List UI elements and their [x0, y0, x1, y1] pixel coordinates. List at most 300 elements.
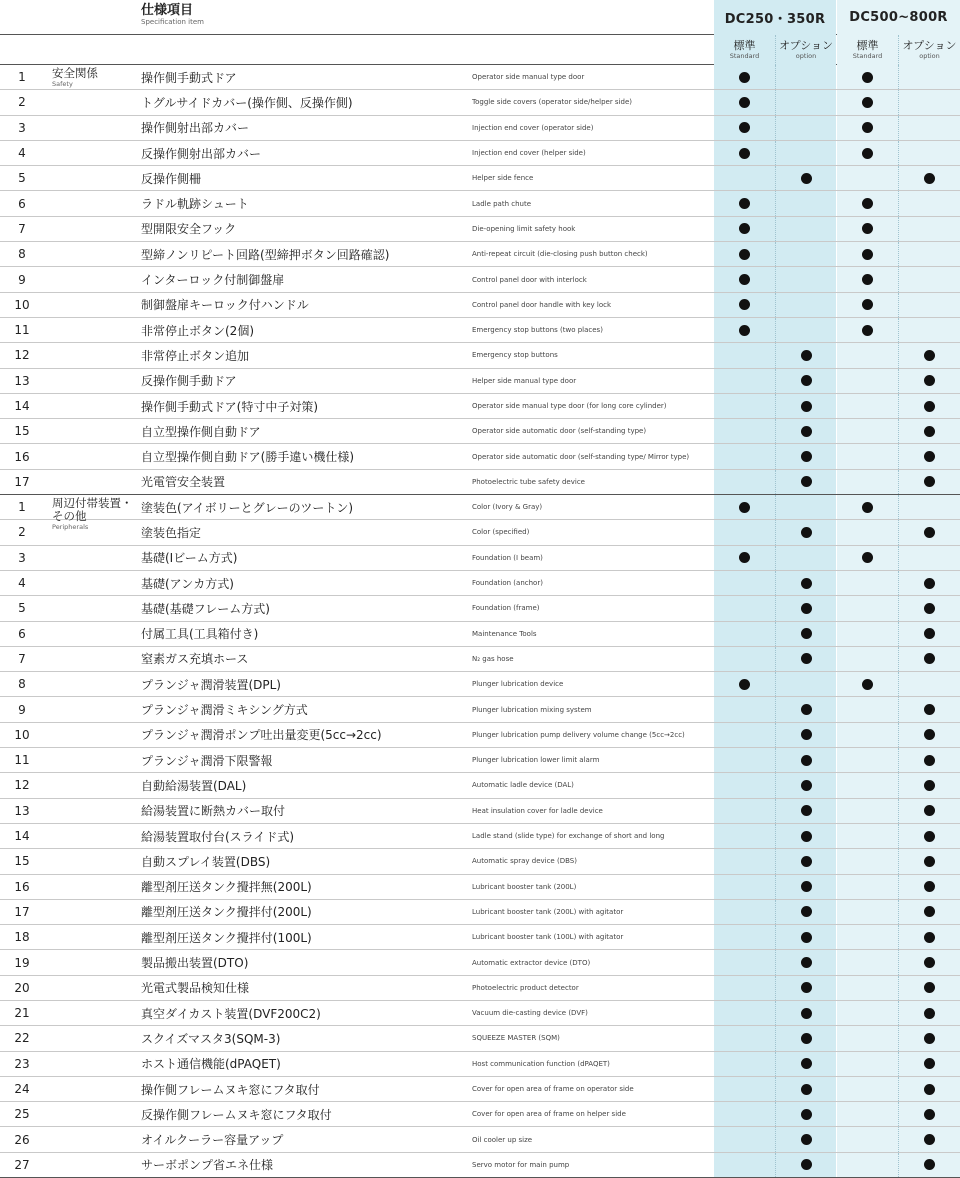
- subheader-label-ja: 標準: [856, 39, 879, 52]
- cell-dc500-standard: [837, 900, 898, 924]
- subheader-standard-1: [714, 35, 775, 65]
- cell-dc500-standard: [837, 65, 898, 89]
- item-name-ja: 操作側手動式ドア: [141, 70, 237, 85]
- cell-dc250-option: [775, 217, 836, 241]
- filled-circle-icon: [924, 451, 935, 462]
- filled-circle-icon: [801, 426, 812, 437]
- cell-dc500-option: [898, 824, 960, 848]
- cell-dc250-standard: [714, 444, 775, 468]
- row-number: 4: [18, 146, 26, 161]
- cell-dc500-option: [898, 267, 960, 291]
- filled-circle-icon: [862, 97, 873, 108]
- cell-dc250-option: [775, 191, 836, 215]
- filled-circle-icon: [924, 401, 935, 412]
- subheader-label-ja: オプション: [778, 39, 833, 52]
- cell-dc500-standard: [837, 520, 898, 544]
- table-row: [0, 217, 960, 242]
- row-number: 15: [14, 424, 30, 439]
- item-name-ja: 自立型操作側自動ドア: [141, 424, 261, 439]
- filled-circle-icon: [924, 906, 935, 917]
- cell-dc500-option: [898, 394, 960, 418]
- cell-dc250-option: [775, 875, 836, 899]
- row-number: 1: [18, 70, 26, 85]
- cell-dc250-option: [775, 1026, 836, 1050]
- item-name-ja: 離型剤圧送タンク攪拌付(200L): [141, 905, 312, 920]
- cell-dc250-option: [775, 723, 836, 747]
- cell-dc500-option: [898, 65, 960, 89]
- table-row: [0, 622, 960, 647]
- table-row: [0, 166, 960, 191]
- filled-circle-icon: [801, 1008, 812, 1019]
- table-header: [0, 0, 960, 35]
- table-row: [0, 191, 960, 216]
- cell-dc500-option: [898, 1001, 960, 1025]
- item-name-en: Helper side manual type door: [472, 376, 577, 385]
- row-number: 7: [18, 221, 26, 236]
- filled-circle-icon: [801, 982, 812, 993]
- filled-circle-icon: [924, 755, 935, 766]
- filled-circle-icon: [801, 401, 812, 412]
- filled-circle-icon: [739, 72, 750, 83]
- category-label-ja: 周辺付帯装置・その他: [52, 496, 133, 524]
- cell-dc500-standard: [837, 622, 898, 646]
- item-name-en: Control panel door with interlock: [472, 275, 587, 284]
- cell-dc250-standard: [714, 546, 775, 570]
- item-name-ja: 給湯装置取付台(スライド式): [141, 829, 295, 844]
- filled-circle-icon: [924, 1134, 935, 1145]
- item-name-en: Photoelectric product detector: [472, 983, 579, 992]
- cell-dc250-standard: [714, 495, 775, 519]
- table-row: [0, 343, 960, 368]
- filled-circle-icon: [924, 957, 935, 968]
- cell-dc250-standard: [714, 849, 775, 873]
- cell-dc250-option: [775, 242, 836, 266]
- cell-dc500-option: [898, 116, 960, 140]
- table-row: [0, 1153, 960, 1178]
- filled-circle-icon: [801, 578, 812, 589]
- cell-dc500-standard: [837, 748, 898, 772]
- item-name-en: Anti-repeat circuit (die-closing push button check): [472, 250, 648, 259]
- cell-dc250-standard: [714, 1102, 775, 1126]
- cell-dc250-standard: [714, 647, 775, 671]
- model-header-dc250-350r: DC250・350R: [714, 0, 836, 35]
- filled-circle-icon: [801, 653, 812, 664]
- item-name-ja: プランジャ潤滑ポンプ吐出量変更(5cc→2cc): [141, 728, 382, 743]
- table-row: [0, 1102, 960, 1127]
- filled-circle-icon: [801, 729, 812, 740]
- cell-dc250-standard: [714, 242, 775, 266]
- cell-dc500-standard: [837, 824, 898, 848]
- cell-dc250-option: [775, 900, 836, 924]
- item-name-ja: プランジャ潤滑ミキシング方式: [141, 703, 308, 718]
- table-row: [0, 1026, 960, 1051]
- table-row: [0, 394, 960, 419]
- cell-dc250-standard: [714, 1001, 775, 1025]
- cell-dc500-option: [898, 444, 960, 468]
- item-name-ja: ホスト通信機能(dPAQET): [141, 1057, 281, 1072]
- cell-dc500-option: [898, 900, 960, 924]
- filled-circle-icon: [801, 1033, 812, 1044]
- filled-circle-icon: [739, 325, 750, 336]
- filled-circle-icon: [739, 299, 750, 310]
- cell-dc250-standard: [714, 773, 775, 797]
- cell-dc500-standard: [837, 444, 898, 468]
- item-name-ja: 操作側フレームヌキ窓にフタ取付: [141, 1082, 320, 1097]
- filled-circle-icon: [924, 932, 935, 943]
- cell-dc500-option: [898, 622, 960, 646]
- item-name-ja: 基礎(Iビーム方式): [141, 551, 238, 566]
- cell-dc250-standard: [714, 369, 775, 393]
- cell-dc500-standard: [837, 1127, 898, 1151]
- cell-dc500-standard: [837, 697, 898, 721]
- item-name-ja: 反操作側フレームヌキ窓にフタ取付: [141, 1107, 332, 1122]
- item-name-en: Emergency stop buttons (two places): [472, 326, 603, 335]
- cell-dc250-option: [775, 65, 836, 89]
- subheader-label-en: Standard: [729, 52, 760, 60]
- subheader-label-en: option: [795, 52, 817, 60]
- cell-dc250-standard: [714, 1026, 775, 1050]
- cell-dc250-option: [775, 976, 836, 1000]
- item-name-ja: 離型剤圧送タンク攪拌付(100L): [141, 930, 312, 945]
- cell-dc500-option: [898, 546, 960, 570]
- filled-circle-icon: [801, 881, 812, 892]
- filled-circle-icon: [924, 1109, 935, 1120]
- row-number: 13: [14, 803, 30, 818]
- item-name-ja: 基礎(アンカ方式): [141, 576, 234, 591]
- cell-dc500-option: [898, 369, 960, 393]
- item-name-en: Photoelectric tube safety device: [472, 477, 585, 486]
- cell-dc500-standard: [837, 343, 898, 367]
- cell-dc500-standard: [837, 242, 898, 266]
- item-name-ja: 型締ノンリピート回路(型締押ボタン回路確認): [141, 247, 390, 262]
- cell-dc500-option: [898, 217, 960, 241]
- table-row: [0, 369, 960, 394]
- filled-circle-icon: [924, 628, 935, 639]
- filled-circle-icon: [924, 856, 935, 867]
- item-name-en: Toggle side covers (operator side/helper side): [472, 98, 633, 107]
- cell-dc250-standard: [714, 419, 775, 443]
- cell-dc500-option: [898, 849, 960, 873]
- item-name-en: Automatic ladle device (DAL): [472, 781, 574, 790]
- item-name-ja: インターロック付制御盤扉: [141, 273, 285, 288]
- model-header-dc500-800r: DC500~800R: [837, 0, 960, 35]
- table-row: [0, 824, 960, 849]
- filled-circle-icon: [924, 704, 935, 715]
- table-row: [0, 748, 960, 773]
- item-name-en: Ladle path chute: [472, 199, 532, 208]
- cell-dc250-option: [775, 1077, 836, 1101]
- row-number: 19: [14, 955, 30, 970]
- filled-circle-icon: [924, 1159, 935, 1170]
- item-name-en: SQUEEZE MASTER (SQM): [472, 1034, 560, 1043]
- cell-dc250-standard: [714, 799, 775, 823]
- item-name-en: Foundation (I beam): [472, 553, 543, 562]
- cell-dc500-standard: [837, 647, 898, 671]
- row-number: 12: [14, 778, 30, 793]
- cell-dc500-standard: [837, 166, 898, 190]
- item-name-en: Plunger lubrication pump delivery volume change (5cc→2cc): [472, 730, 685, 739]
- item-name-en: Control panel door handle with key lock: [472, 300, 612, 309]
- cell-dc250-option: [775, 546, 836, 570]
- filled-circle-icon: [801, 932, 812, 943]
- cell-dc250-option: [775, 596, 836, 620]
- cell-dc250-standard: [714, 1077, 775, 1101]
- cell-dc250-option: [775, 394, 836, 418]
- item-name-en: Host communication function (dPAQET): [472, 1059, 610, 1068]
- cell-dc250-standard: [714, 141, 775, 165]
- row-number: 7: [18, 651, 26, 666]
- cell-dc250-option: [775, 672, 836, 696]
- cell-dc250-standard: [714, 217, 775, 241]
- cell-dc500-standard: [837, 773, 898, 797]
- table-row: [0, 470, 960, 495]
- cell-dc500-standard: [837, 369, 898, 393]
- item-name-ja: 自立型操作側自動ドア(勝手違い機仕様): [141, 450, 355, 465]
- table-row: [0, 596, 960, 621]
- table-row: [0, 925, 960, 950]
- filled-circle-icon: [924, 350, 935, 361]
- table-row: [0, 419, 960, 444]
- cell-dc250-standard: [714, 672, 775, 696]
- cell-dc250-standard: [714, 900, 775, 924]
- item-name-en: Maintenance Tools: [472, 629, 537, 638]
- cell-dc250-standard: [714, 318, 775, 342]
- cell-dc500-standard: [837, 849, 898, 873]
- filled-circle-icon: [924, 375, 935, 386]
- row-number: 2: [18, 95, 26, 110]
- category-label-en: Peripherals: [52, 523, 89, 532]
- row-number: 1: [18, 500, 26, 515]
- item-name-en: Die-opening limit safety hook: [472, 224, 576, 233]
- item-name-ja: 離型剤圧送タンク攪拌無(200L): [141, 880, 312, 895]
- cell-dc500-option: [898, 242, 960, 266]
- filled-circle-icon: [924, 805, 935, 816]
- filled-circle-icon: [739, 274, 750, 285]
- cell-dc500-option: [898, 1153, 960, 1177]
- cell-dc500-standard: [837, 1052, 898, 1076]
- cell-dc250-option: [775, 343, 836, 367]
- item-name-en: Oil cooler up size: [472, 1135, 533, 1144]
- table-row: [0, 875, 960, 900]
- table-row: [0, 141, 960, 166]
- category-label-en: Safety: [52, 80, 73, 88]
- row-number: 9: [18, 702, 26, 717]
- item-name-ja: スクイズマスタ3(SQM-3): [141, 1031, 281, 1046]
- cell-dc250-option: [775, 1153, 836, 1177]
- filled-circle-icon: [924, 653, 935, 664]
- cell-dc500-option: [898, 191, 960, 215]
- item-name-en: Automatic spray device (DBS): [472, 857, 577, 866]
- row-number: 8: [18, 677, 26, 692]
- filled-circle-icon: [739, 502, 750, 513]
- cell-dc500-option: [898, 571, 960, 595]
- cell-dc250-option: [775, 419, 836, 443]
- cell-dc500-standard: [837, 90, 898, 114]
- item-name-en: Cover for open area of frame on helper side: [472, 1110, 626, 1119]
- row-number: 24: [14, 1082, 30, 1097]
- cell-dc250-option: [775, 141, 836, 165]
- cell-dc500-option: [898, 773, 960, 797]
- table-row: [0, 950, 960, 975]
- cell-dc500-standard: [837, 950, 898, 974]
- item-name-ja: トグルサイドカバー(操作側、反操作側): [141, 95, 353, 110]
- cell-dc500-standard: [837, 1102, 898, 1126]
- row-number: 2: [18, 525, 26, 540]
- cell-dc250-standard: [714, 470, 775, 494]
- filled-circle-icon: [739, 679, 750, 690]
- row-number: 5: [18, 171, 26, 186]
- filled-circle-icon: [924, 527, 935, 538]
- cell-dc250-standard: [714, 824, 775, 848]
- cell-dc250-option: [775, 520, 836, 544]
- item-name-ja: オイルクーラー容量アップ: [141, 1133, 284, 1148]
- cell-dc500-option: [898, 343, 960, 367]
- row-number: 16: [14, 449, 30, 464]
- row-number: 21: [14, 1006, 30, 1021]
- cell-dc250-standard: [714, 267, 775, 291]
- subheader-label-ja: オプション: [902, 39, 957, 52]
- item-name-en: Emergency stop buttons: [472, 351, 558, 360]
- filled-circle-icon: [801, 1109, 812, 1120]
- filled-circle-icon: [801, 780, 812, 791]
- filled-circle-icon: [862, 198, 873, 209]
- filled-circle-icon: [924, 603, 935, 614]
- filled-circle-icon: [924, 1008, 935, 1019]
- item-name-ja: 窒素ガス充填ホース: [141, 652, 249, 667]
- cell-dc500-standard: [837, 217, 898, 241]
- item-name-ja: 光電管安全装置: [141, 475, 226, 490]
- cell-dc250-option: [775, 1127, 836, 1151]
- cell-dc500-option: [898, 925, 960, 949]
- cell-dc250-option: [775, 697, 836, 721]
- cell-dc500-option: [898, 950, 960, 974]
- table-row: [0, 318, 960, 343]
- item-name-ja: プランジャ潤滑下限警報: [141, 753, 273, 768]
- filled-circle-icon: [739, 122, 750, 133]
- cell-dc500-option: [898, 318, 960, 342]
- cell-dc500-standard: [837, 875, 898, 899]
- category-label-ja: 安全関係: [52, 66, 98, 80]
- cell-dc500-option: [898, 419, 960, 443]
- cell-dc250-option: [775, 1052, 836, 1076]
- item-name-en: Foundation (frame): [472, 604, 540, 613]
- table-row: [0, 520, 960, 545]
- cell-dc500-standard: [837, 925, 898, 949]
- cell-dc250-option: [775, 824, 836, 848]
- row-number: 27: [14, 1157, 30, 1172]
- cell-dc250-standard: [714, 723, 775, 747]
- cell-dc500-option: [898, 470, 960, 494]
- row-number: 14: [14, 399, 30, 413]
- item-name-en: Lubricant booster tank (200L): [472, 882, 577, 891]
- filled-circle-icon: [862, 679, 873, 690]
- filled-circle-icon: [739, 552, 750, 563]
- spec-item-heading-en: Specification item: [141, 18, 204, 26]
- item-name-en: Operator side manual type door (for long core cylinder): [472, 402, 667, 410]
- cell-dc500-option: [898, 495, 960, 519]
- item-name-en: Foundation (anchor): [472, 579, 543, 588]
- table-row: [0, 293, 960, 318]
- cell-dc250-option: [775, 622, 836, 646]
- subheader-standard-2: [837, 35, 898, 65]
- cell-dc250-option: [775, 773, 836, 797]
- filled-circle-icon: [924, 982, 935, 993]
- cell-dc250-standard: [714, 394, 775, 418]
- cell-dc250-option: [775, 1001, 836, 1025]
- row-number: 18: [14, 930, 30, 945]
- cell-dc250-standard: [714, 1153, 775, 1177]
- item-name-en: Vacuum die-casting device (DVF): [472, 1009, 588, 1018]
- table-row: [0, 799, 960, 824]
- filled-circle-icon: [801, 451, 812, 462]
- filled-circle-icon: [801, 831, 812, 842]
- cell-dc500-option: [898, 1026, 960, 1050]
- table-row: [0, 90, 960, 115]
- cell-dc500-standard: [837, 267, 898, 291]
- cell-dc250-standard: [714, 925, 775, 949]
- cell-dc250-option: [775, 470, 836, 494]
- item-name-en: Operator side automatic door (self-standing type/ Mirror type): [472, 452, 690, 461]
- filled-circle-icon: [862, 223, 873, 234]
- filled-circle-icon: [739, 223, 750, 234]
- table-body: [0, 65, 960, 1178]
- cell-dc500-standard: [837, 546, 898, 570]
- item-name-ja: 光電式製品検知仕様: [141, 981, 250, 996]
- filled-circle-icon: [801, 476, 812, 487]
- table-row: [0, 697, 960, 722]
- cell-dc500-standard: [837, 495, 898, 519]
- item-name-ja: 基礎(基礎フレーム方式): [141, 601, 270, 616]
- row-number: 11: [14, 323, 30, 338]
- row-number: 15: [14, 854, 30, 869]
- cell-dc250-option: [775, 369, 836, 393]
- cell-dc500-standard: [837, 394, 898, 418]
- item-name-ja: 操作側手動式ドア(特寸中子対策): [141, 399, 319, 414]
- subheader-option-1: [775, 35, 836, 65]
- table-row: [0, 571, 960, 596]
- item-name-ja: 付属工具(工具箱付き): [141, 627, 259, 642]
- cell-dc500-option: [898, 293, 960, 317]
- cell-dc250-option: [775, 116, 836, 140]
- item-name-ja: 製品搬出装置(DTO): [141, 956, 249, 971]
- item-name-en: Plunger lubrication lower limit alarm: [472, 756, 600, 765]
- cell-dc500-option: [898, 748, 960, 772]
- cell-dc250-standard: [714, 622, 775, 646]
- cell-dc250-option: [775, 495, 836, 519]
- cell-dc500-standard: [837, 419, 898, 443]
- filled-circle-icon: [862, 72, 873, 83]
- cell-dc500-standard: [837, 976, 898, 1000]
- filled-circle-icon: [924, 1084, 935, 1095]
- table-row: [0, 116, 960, 141]
- filled-circle-icon: [801, 603, 812, 614]
- row-number: 17: [14, 474, 30, 489]
- cell-dc500-option: [898, 596, 960, 620]
- row-number: 22: [14, 1031, 30, 1046]
- row-number: 25: [14, 1107, 30, 1122]
- cell-dc500-standard: [837, 293, 898, 317]
- item-name-ja: 型開限安全フック: [141, 222, 237, 237]
- spec-item-heading: [141, 3, 204, 27]
- filled-circle-icon: [801, 1134, 812, 1145]
- cell-dc250-option: [775, 799, 836, 823]
- cell-dc250-standard: [714, 875, 775, 899]
- table-row: [0, 849, 960, 874]
- table-row: [0, 444, 960, 469]
- cell-dc500-standard: [837, 799, 898, 823]
- cell-dc250-standard: [714, 697, 775, 721]
- cell-dc250-option: [775, 849, 836, 873]
